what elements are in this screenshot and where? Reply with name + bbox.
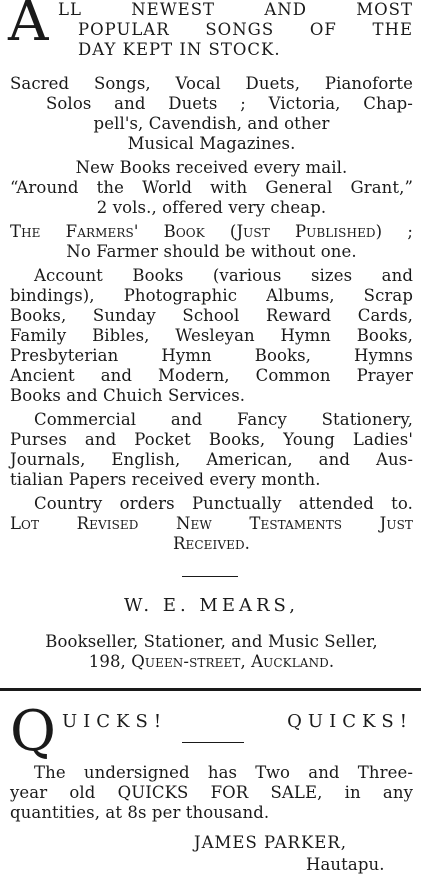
body-line: Books and Chuich Services.	[10, 386, 246, 405]
body-line: The undersigned has Two and Three-	[34, 763, 413, 782]
body-line: Received.	[172, 534, 251, 553]
body-line: Commercial and Fancy Stationery,	[34, 410, 413, 429]
body-line: Musical Magazines.	[127, 134, 296, 153]
body-line: Lot Revised New Testaments Just	[10, 514, 413, 533]
body-line: Journals, English, American, and Aus-	[10, 450, 413, 469]
body-line: pell's, Cavendish, and other	[93, 114, 330, 133]
section-divider	[0, 688, 421, 691]
advertiser-name: W. E. MEARS,	[124, 595, 299, 616]
body-line: bindings), Photographic Albums, Scrap	[10, 286, 413, 305]
body-line: The Farmers' Book (Just Published) ;	[10, 222, 413, 241]
quicks-advertiser-place: Hautapu.	[306, 855, 385, 874]
divider-rule-2	[182, 742, 244, 743]
advertiser-business: Bookseller, Stationer, and Music Seller,	[45, 632, 378, 651]
body-line: Sacred Songs, Vocal Duets, Pianoforte	[10, 74, 413, 93]
body-line: Country orders Punctually attended to.	[34, 494, 413, 513]
body-line: Purses and Pocket Books, Young Ladies'	[10, 430, 413, 449]
body-line: year old QUICKS FOR SALE, in any	[10, 783, 413, 802]
body-line: Family Bibles, Wesleyan Hymn Books,	[10, 326, 413, 345]
dropcap-q: Q	[10, 699, 56, 764]
body-line: Solos and Duets ; Victoria, Chap-	[46, 94, 413, 113]
advertiser-address: 198, Queen-street, Auckland.	[88, 652, 335, 671]
body-line: Ancient and Modern, Common Prayer	[10, 366, 413, 385]
dropcap-a: A	[8, 0, 49, 54]
body-line: Books, Sunday School Reward Cards,	[10, 306, 413, 325]
body-line: No Farmer should be without one.	[66, 242, 357, 261]
headline-line-1: LL NEWEST AND MOST	[58, 0, 413, 19]
quicks-headline: UICKS! QUICKS!	[62, 711, 413, 732]
divider-rule	[182, 576, 238, 577]
body-line: quantities, at 8s per thousand.	[10, 803, 270, 822]
body-line: tialian Papers received every month.	[10, 470, 321, 489]
headline-line-2: POPULAR SONGS OF THE	[78, 20, 413, 39]
body-line: 2 vols., offered very cheap.	[96, 198, 327, 217]
body-line: “Around the World with General Grant,”	[10, 178, 413, 197]
body-line: Presbyterian Hymn Books, Hymns	[10, 346, 413, 365]
body-line: Account Books (various sizes and	[34, 266, 413, 285]
headline-line-3: DAY KEPT IN STOCK.	[78, 40, 281, 59]
body-line: New Books received every mail.	[75, 158, 348, 177]
quicks-advertiser-name: JAMES PARKER,	[194, 833, 347, 852]
